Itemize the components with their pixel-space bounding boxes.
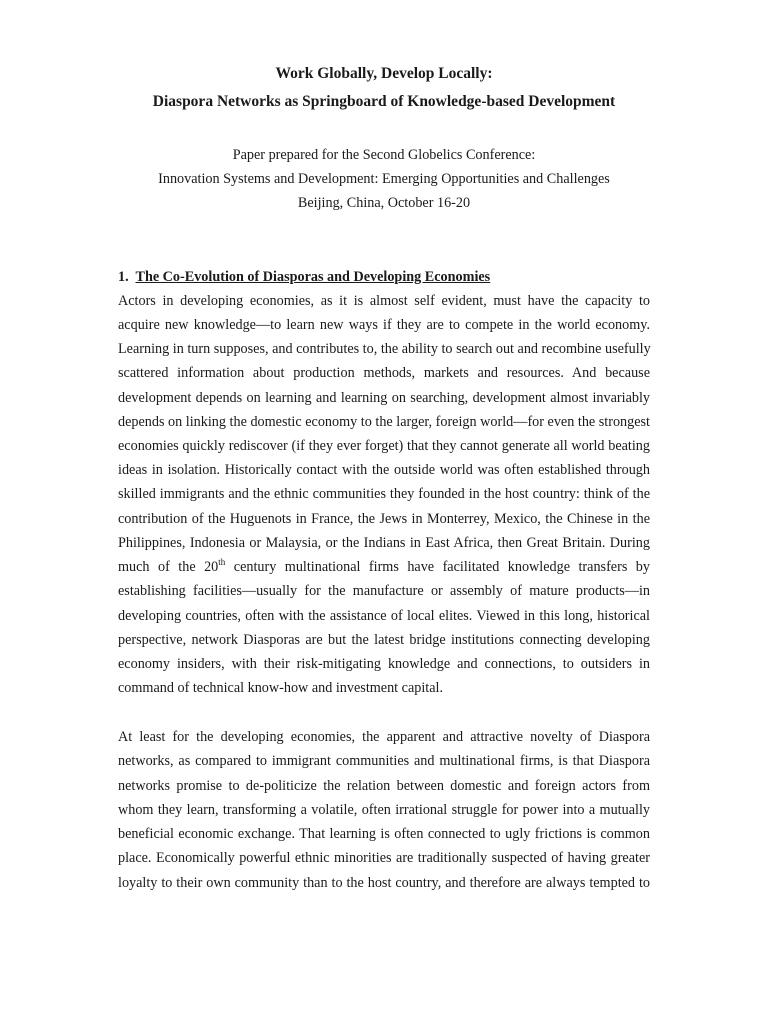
body-line: place. Economically powerful ethnic minorities are traditionally suspected of having greater [118,850,650,866]
body-line: depends on linking the domestic economy to the larger, foreign world—for even the strongest [118,414,650,430]
body-line: At least for the developing economies, the apparent and attractive novelty of Diaspora [118,729,650,745]
body-line-with-superscript [118,558,650,576]
body-line: beneficial economic exchange. That learning is often connected to ugly frictions is common [118,826,650,842]
body-line: establishing facilities—usually for the manufacture or assembly of mature products—in [118,583,650,599]
body-line: developing countries, often with the assistance of local elites. Viewed in this long, historical [118,608,650,624]
superscript: th [218,557,226,567]
section-number: 1. [118,269,129,285]
paper-title-line-1: Work Globally, Develop Locally: [275,65,493,82]
body-line: Learning in turn supposes, and contributes to, the ability to search out and recombine usefully [118,341,651,357]
conference-line-1: Paper prepared for the Second Globelics Conference: [232,147,536,163]
body-line: skilled immigrants and the ethnic communities they founded in the host country: think of the [118,486,650,502]
body-line: acquire new knowledge—to learn new ways if they are to compete in the world economy. [118,317,650,333]
text-segment: century multinational firms have facilitated knowledge transfers by [225,559,650,575]
body-line: economies quickly rediscover (if they ever forget) that they cannot generate all world beating [118,438,650,454]
section-heading [118,268,490,286]
paper-title-line-2: Diaspora Networks as Springboard of Knowledge-based Development [152,93,616,110]
body-line: command of technical know-how and investment capital. [118,680,444,696]
body-line: development depends on learning and learning on searching, development almost invariably [118,390,650,406]
body-line: loyalty to their own community than to the host country, and therefore are always tempted to [118,875,650,891]
text-segment: much of the 20 [118,559,219,575]
section-title: The Co-Evolution of Diasporas and Developing Economies [135,269,491,285]
body-line: contribution of the Huguenots in France, the Jews in Monterrey, Mexico, the Chinese in the [118,511,650,527]
body-line: whom they learn, transforming a volatile, often irrational struggle for power into a mutually [118,802,650,818]
body-line: Actors in developing economies, as it is almost self evident, must have the capacity to [118,293,650,309]
body-line: Philippines, Indonesia or Malaysia, or the Indians in East Africa, then Great Britain. During [118,535,650,551]
body-line: scattered information about production methods, markets and resources. And because [118,365,650,381]
body-line: perspective, network Diasporas are but the latest bridge institutions connecting developing [118,632,650,648]
conference-line-2: Innovation Systems and Development: Emerging Opportunities and Challenges [158,171,610,187]
body-line: networks promise to de-politicize the relation between domestic and foreign actors from [118,778,650,794]
body-line: ideas in isolation. Historically contact with the outside world was often established through [118,462,650,478]
conference-line-3: Beijing, China, October 16-20 [297,195,471,211]
body-line: economy insiders, with their risk-mitigating knowledge and connections, to outsiders in [118,656,650,672]
body-line: networks, as compared to immigrant communities and multinational firms, is that Diaspora [118,753,650,769]
